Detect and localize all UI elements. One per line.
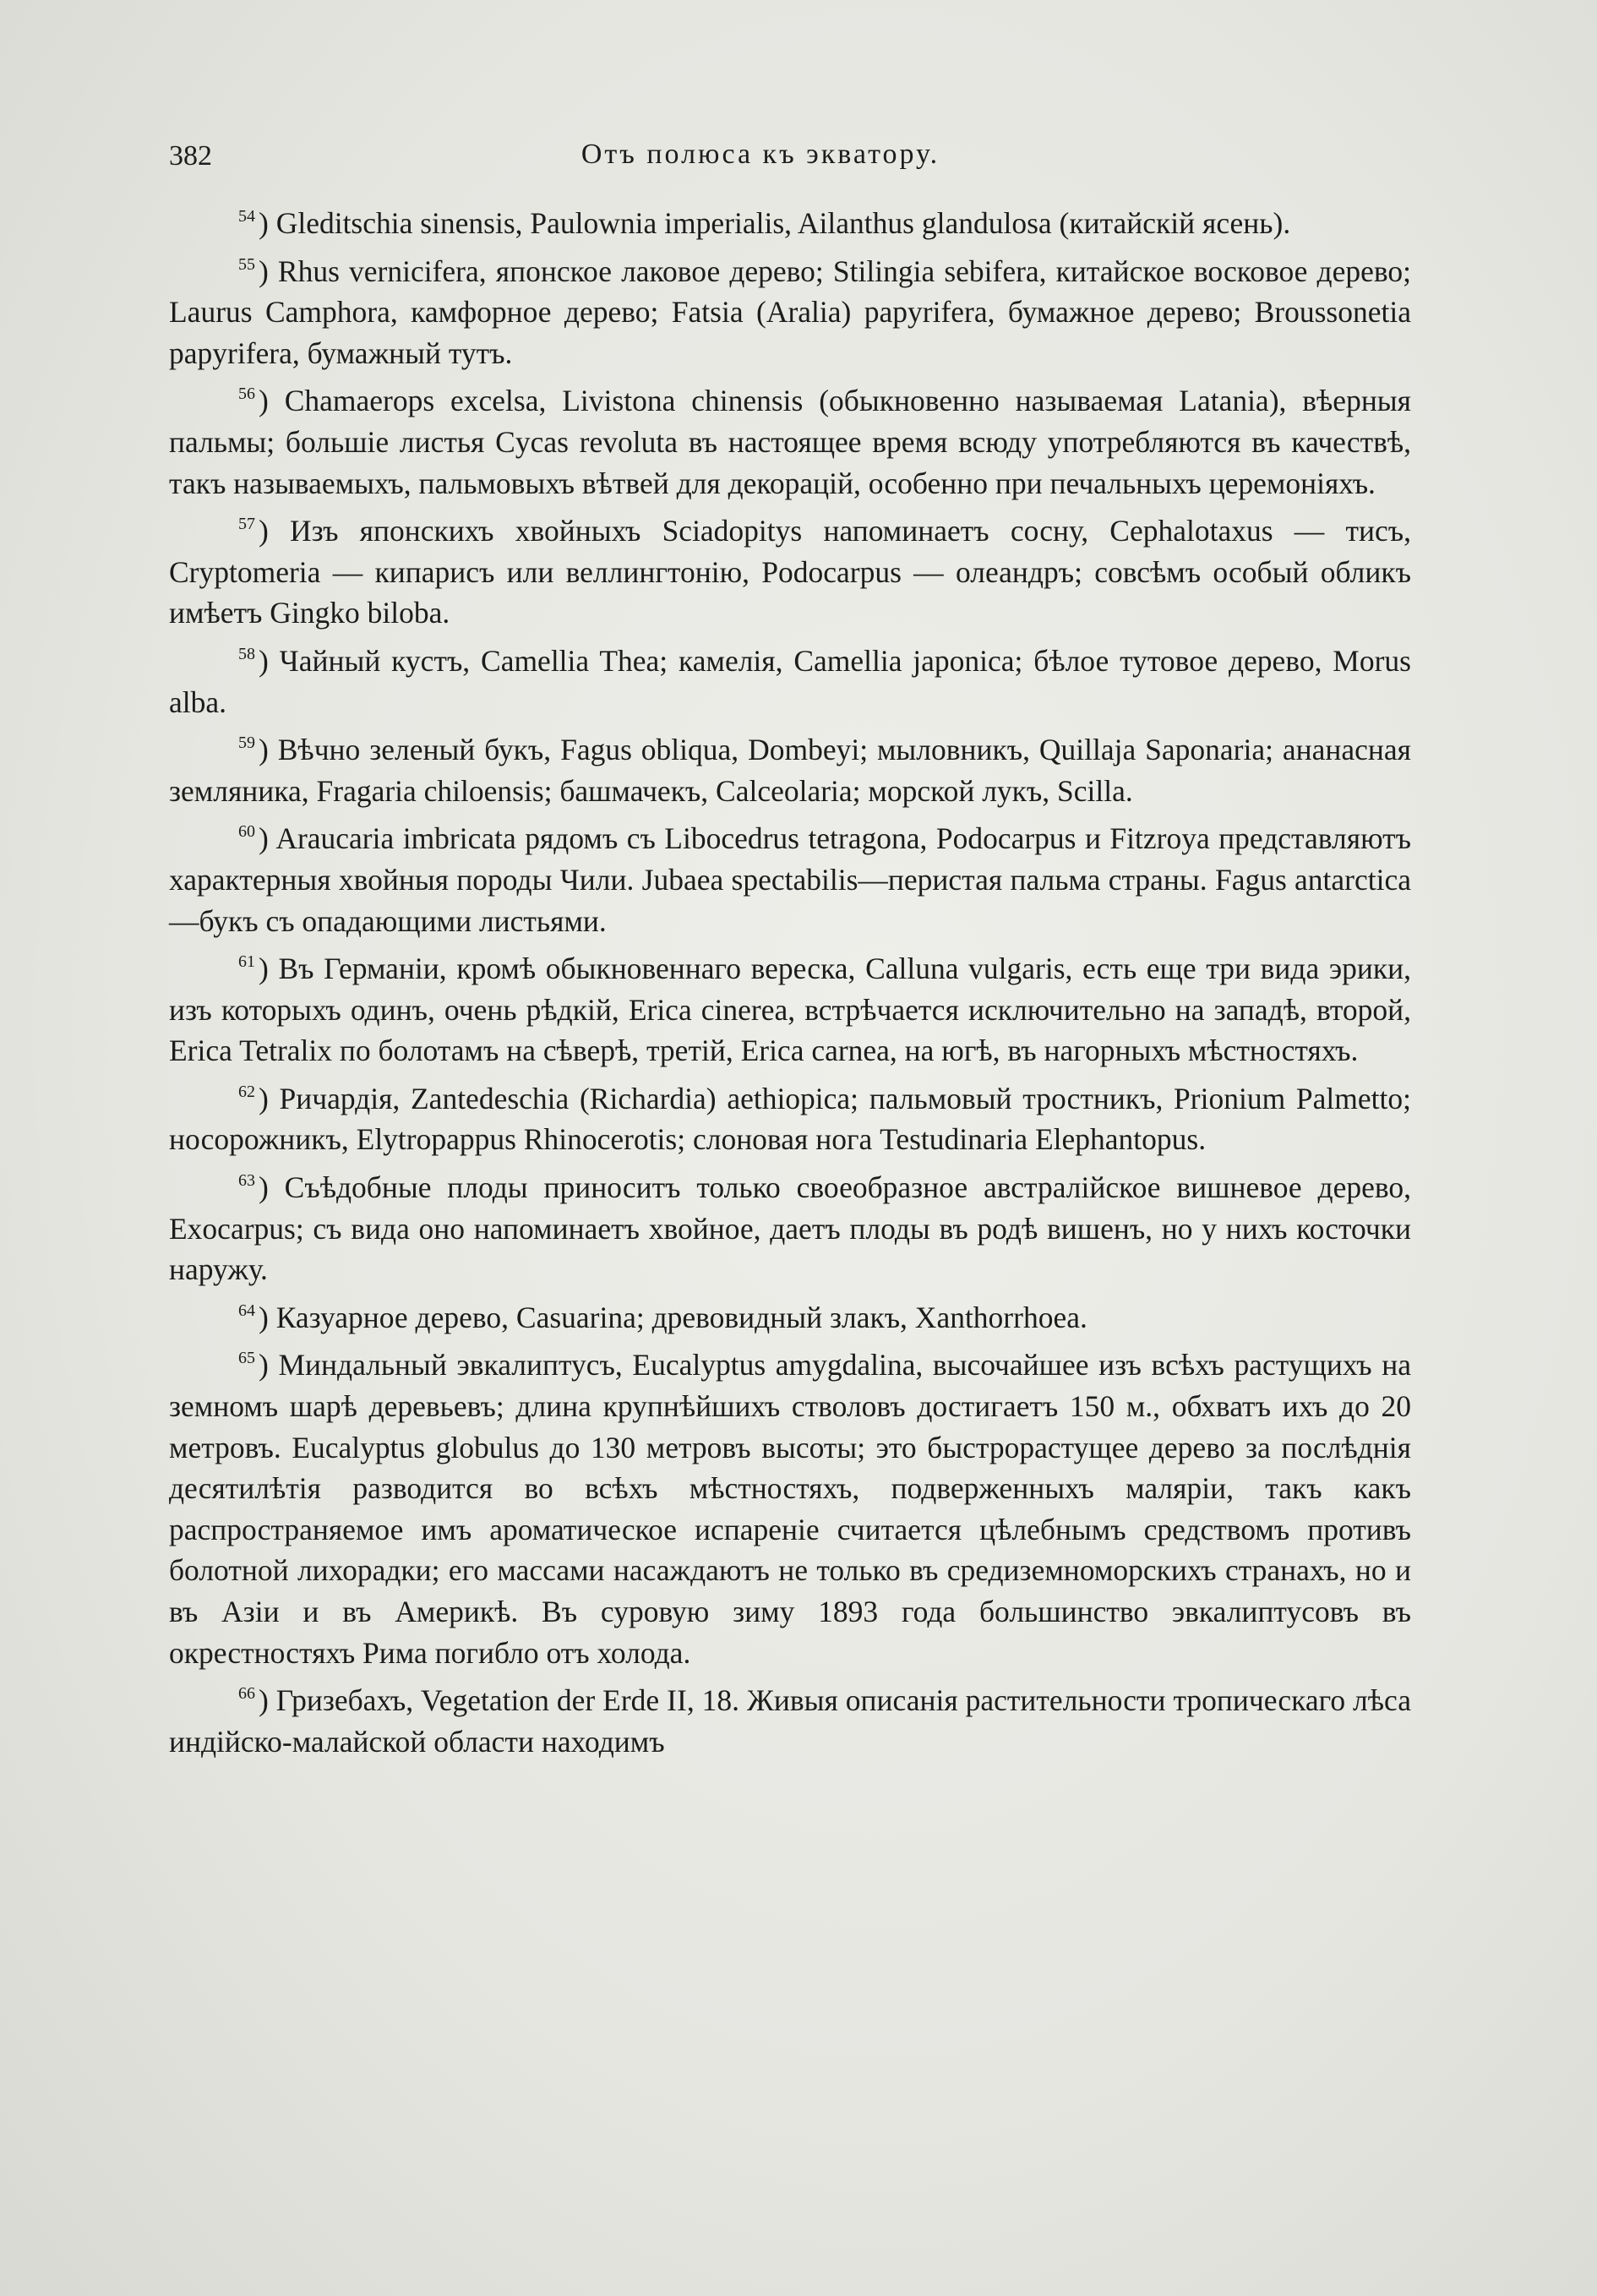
footnote-62 — [169, 1072, 1411, 1160]
footnote-text: ) Chamaerops excelsa, Livistona chinensis (обыкновенно называемая Latania), вѣерныя пальмы; большіе листья Cycas revoluta въ настоящее время всюду употребляются въ качествѣ, такъ называемыхъ, пальмовыхъ вѣтвей для декорацій, особенно при печальныхъ церемоніяхъ. — [169, 384, 1411, 500]
footnote-text: ) Изъ японскихъ хвойныхъ Sciadopitys напоминаетъ сосну, Cephalotaxus — тисъ, Cryptomeria — кипарисъ или веллингтонію, Podocarpus — олеандръ; совсѣмъ особый обликъ имѣетъ Gingko biloba. — [169, 514, 1411, 630]
footnote-text: ) Казуарное дерево, Casuarina; древовидный злакъ, Xanthorrhoea. — [259, 1300, 1087, 1334]
footnote-66 — [169, 1673, 1411, 1762]
footnote-text: ) Araucaria imbricata рядомъ съ Libocedrus tetragona, Podocarpus и Fitzroya представляютъ характерныя хвойныя породы Чили. Jubaea spectabilis—перистая пальма страны. Fagus antarctica—букъ съ опадающими листьями. — [169, 821, 1411, 938]
footnote-number: 60 — [238, 822, 255, 842]
footnote-58 — [169, 634, 1411, 723]
footnote-text: ) Вѣчно зеленый букъ, Fagus obliqua, Dombeyi; мыловникъ, Quillaja Saponaria; ананасная земляника, Fragaria chiloensis; башмачекъ, Calceolaria; морской лукъ, Scilla. — [169, 733, 1411, 808]
footnote-number: 56 — [238, 384, 255, 404]
page-number: 382 — [169, 140, 212, 172]
footnote-number: 55 — [238, 254, 255, 274]
footnote-text: ) Gleditschia sinensis, Paulownia imperialis, Ailanthus glandulosa (китайскій ясень). — [259, 206, 1291, 240]
footnote-60 — [169, 811, 1411, 941]
footnote-text: ) Чайный кустъ, Camellia Thea; камелія, Camellia japonica; бѣлое тутовое дерево, Morus alba. — [169, 643, 1411, 719]
running-title: Отъ полюса къ экватору. — [580, 139, 940, 170]
footnote-number: 66 — [238, 1684, 255, 1704]
footnote-number: 57 — [238, 515, 255, 534]
footnote-57 — [169, 504, 1411, 634]
footnote-54 — [169, 196, 1411, 244]
page-header — [169, 135, 1420, 183]
footnote-55 — [169, 244, 1411, 374]
footnote-text: ) Ричардія, Zantedeschia (Richardia) aethiopica; пальмовый тростникъ, Prionium Palmetto; носорожникъ, Elytropappus Rhinocerotis; слоновая нога Testudinaria Elephantopus. — [169, 1081, 1411, 1157]
footnote-number: 61 — [238, 952, 255, 972]
footnote-text: ) Въ Германіи, кромѣ обыкновеннаго вереска, Calluna vulgaris, есть еще три вида эрики, изъ которыхъ одинъ, очень рѣдкій, Erica cinerea, встрѣчается исключительно на западѣ, второй, Erica Tetralix по болотамъ на сѣверѣ, третій, Erica carnea, на югѣ, въ нагорныхъ мѣстностяхъ. — [169, 952, 1411, 1068]
footnote-59 — [169, 723, 1411, 811]
footnote-text: ) Rhus vernicifera, японское лаковое дерево; Stilingia sebifera, китайское восковое дерево; Laurus Camphora, камфорное дерево; Fatsia (Aralia) papyrifera, бумажное дерево; Broussonetia papyrifera, бумажный тутъ. — [169, 254, 1411, 370]
footnote-number: 62 — [238, 1082, 255, 1101]
footnote-number: 59 — [238, 734, 255, 753]
footnote-number: 63 — [238, 1171, 255, 1191]
footnote-61 — [169, 941, 1411, 1072]
footnote-64 — [169, 1290, 1411, 1339]
footnote-text: ) Гризебахъ, Vegetation der Erde II, 18. Живыя описанія растительности тропическаго лѣса индійско-малайской области находимъ — [169, 1683, 1411, 1759]
footnote-text: ) Съѣдобные плоды приноситъ только своеобразное австралійское вишневое дерево, Exocarpus; съ вида оно напоминаетъ хвойное, даетъ плоды въ родѣ вишенъ, но у нихъ косточки наружу. — [169, 1170, 1411, 1287]
footnote-text: ) Миндальный эвкалиптусъ, Eucalyptus amygdalina, высочайшее изъ всѣхъ растущихъ на земномъ шарѣ деревьевъ; длина крупнѣйшихъ стволовъ достигаетъ 150 м., обхватъ ихъ до 20 метровъ. Eucalyptus globulus до 130 метровъ высоты; это быстрорастущее дерево за послѣднія десятилѣтія разводится во всѣхъ мѣстностяхъ, подверженныхъ малярiи, такъ какъ распространяемое имъ ароматическое испареніе считается цѣлебнымъ средствомъ противъ болотной лихорадки; его массами насаждаютъ не только въ средиземноморскихъ странахъ, но и въ Азіи и въ Америкѣ. Въ суровую зиму 1893 года большинство эвкалиптусовъ въ окрестностяхъ Рима погибло отъ холода. — [169, 1348, 1411, 1670]
footnote-63 — [169, 1160, 1411, 1290]
footnote-number: 64 — [238, 1301, 255, 1320]
footnote-65 — [169, 1338, 1411, 1673]
footnote-number: 65 — [238, 1349, 255, 1368]
footnote-56 — [169, 374, 1411, 504]
footnotes-section — [169, 196, 1411, 1762]
footnote-number: 58 — [238, 644, 255, 663]
footnote-number: 54 — [238, 207, 255, 226]
